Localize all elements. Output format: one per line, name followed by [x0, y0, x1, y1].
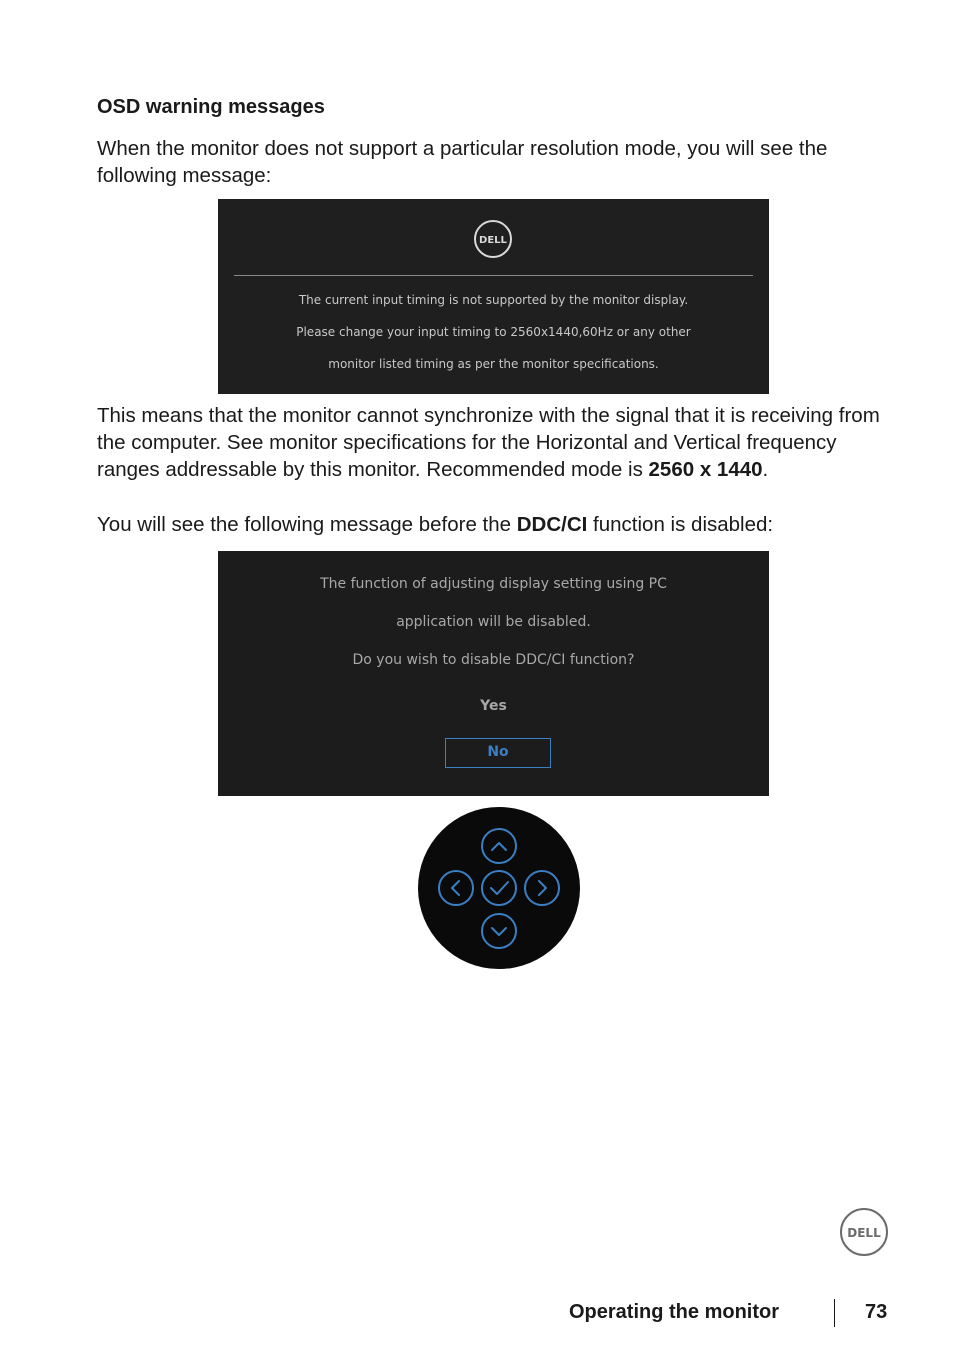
- section-heading: OSD warning messages: [97, 96, 325, 118]
- explanation-text: This means that the monitor cannot synchronize with the signal that it is receiving from the computer. See monitor specifications for the Horizontal and Vertical frequency ranges addressable by this monitor. Recommended mode is: [97, 404, 880, 481]
- ddc-intro-end: function is disabled:: [587, 513, 774, 536]
- dell-footer-logo-text: DELL: [847, 1226, 881, 1240]
- osd-message-line: The current input timing is not supported by the monitor display.: [298, 293, 689, 307]
- page-number: 73: [865, 1301, 888, 1323]
- osd-ddc-line: The function of adjusting display setting using PC: [320, 576, 667, 592]
- no-button[interactable]: No: [445, 738, 551, 768]
- ddc-ci-term: DDC/CI: [516, 513, 588, 536]
- explanation-paragraph: [97, 402, 897, 483]
- dell-footer-logo-icon: [839, 1207, 889, 1257]
- osd-ddc-question: Do you wish to disable DDC/CI function?: [352, 652, 635, 668]
- yes-button[interactable]: Yes: [480, 698, 507, 714]
- dell-logo-icon: [473, 219, 513, 259]
- osd-ddc-dialog: [218, 551, 769, 796]
- recommended-mode: 2560 x 1440: [648, 458, 763, 481]
- footer-section-title: Operating the monitor: [569, 1301, 779, 1323]
- ddc-intro-text: You will see the following message before the: [97, 513, 517, 536]
- intro-paragraph: When the monitor does not support a particular resolution mode, you will see the following message:: [97, 137, 828, 187]
- osd-ddc-line: application will be disabled.: [396, 614, 591, 630]
- dell-logo-text: DELL: [479, 235, 507, 246]
- ddc-intro-paragraph: [97, 511, 897, 538]
- joystick-controller: [417, 806, 581, 970]
- osd-message-line: monitor listed timing as per the monitor specifications.: [328, 357, 659, 371]
- osd-divider: [234, 275, 753, 276]
- osd-timing-warning: [218, 199, 769, 394]
- footer-divider: [834, 1299, 835, 1327]
- explanation-end: .: [762, 458, 769, 481]
- osd-message-line: Please change your input timing to 2560x1440,60Hz or any other: [296, 325, 691, 339]
